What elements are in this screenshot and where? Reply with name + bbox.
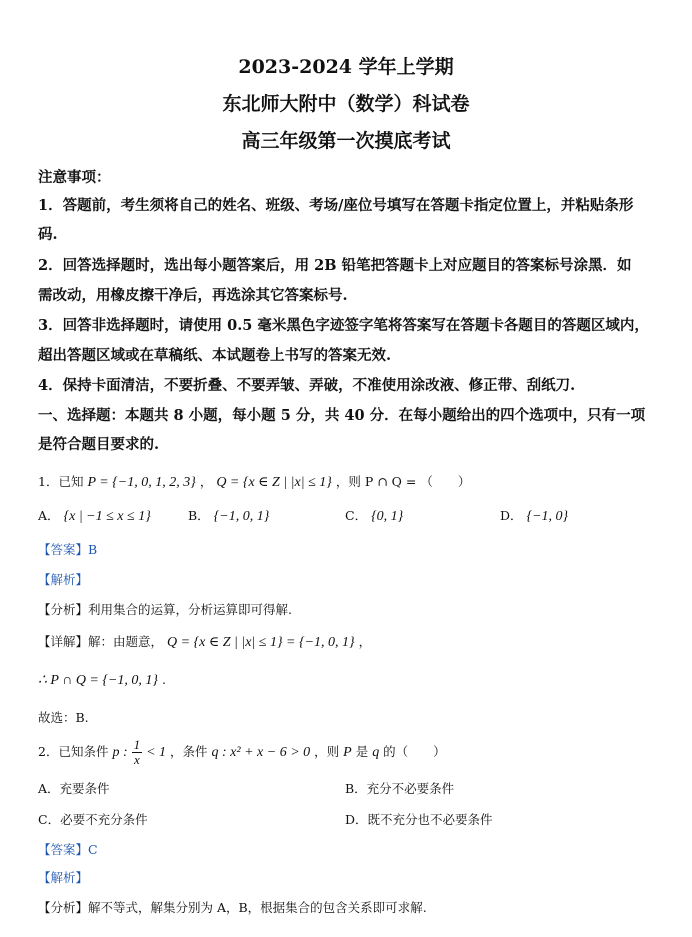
section-heading-line-1: 一、选择题：本题共 8 小题，每小题 5 分，共 40 分．在每小题给出的四个选项中，只有一项 <box>38 407 646 424</box>
option-b-label: B． <box>188 508 210 523</box>
option-d-label: D． <box>500 508 523 523</box>
condition-p-label: p : <box>112 745 128 760</box>
option-c-label: C． <box>345 508 368 523</box>
question-2-option-d: D．既不充分也不必要条件 <box>345 812 493 827</box>
question-1-detail <box>38 632 371 651</box>
question-1-choice: 故选：B. <box>38 710 89 725</box>
notes-heading: 注意事项： <box>38 169 111 186</box>
question-1-answer: 【答案】B <box>38 542 98 557</box>
question-1-analysis: 【分析】利用集合的运算，分析运算即可得解. <box>38 602 292 617</box>
question-1-suffix: ，则 P ∩ Q = （ ） <box>335 474 471 489</box>
therefore-math: ∴ P ∩ Q = {−1, 0, 1} <box>38 673 159 688</box>
question-1-set-p: P = {−1, 0, 1, 2, 3} <box>87 475 196 490</box>
question-1-option-c <box>345 506 403 525</box>
note-1-line-1: 1．答题前，考生须将自己的姓名、班级、考场/座位号填写在答题卡指定位置上，并粘贴条形 <box>38 197 634 214</box>
note-2-line-2: 需改动，用橡皮擦干净后，再选涂其它答案标号. <box>38 287 348 304</box>
therefore-end: . <box>162 672 166 687</box>
question-2-option-a: A．充要条件 <box>38 781 110 796</box>
exam-school-title: 东北师大附中（数学）科试卷 <box>222 93 470 115</box>
question-2-prefix: 2．已知条件 <box>38 744 109 759</box>
question-1-comma: ， <box>199 474 213 489</box>
question-1-prefix: 1．已知 <box>38 474 84 489</box>
question-2-analysis-tag: 【解析】 <box>38 870 89 885</box>
detail-label: 【详解】解：由题意， <box>38 634 164 649</box>
exam-year-title: 2023-2024 学年上学期 <box>238 56 454 78</box>
question-2-suffix-3: 的（ ） <box>383 744 446 759</box>
question-2-p-var: P <box>343 745 352 760</box>
question-2-suffix-2: 是 <box>355 744 369 759</box>
question-2-stem <box>38 738 446 767</box>
fraction-numerator: 1 <box>133 737 141 752</box>
section-heading-line-2: 是符合题目要求的. <box>38 436 160 453</box>
detail-end: ， <box>358 634 372 649</box>
condition-q: q : x² + x − 6 > 0 <box>211 745 311 760</box>
fraction-one-over-x <box>132 738 143 767</box>
fraction-denominator: x <box>133 752 140 767</box>
note-4: 4．保持卡面清洁，不要折叠、不要弄皱、弄破，不准使用涂改液、修正带、刮纸刀. <box>38 377 576 394</box>
note-3-line-2: 超出答题区域或在草稿纸、本试题卷上书写的答案无效. <box>38 347 392 364</box>
condition-p-rest: < 1 <box>146 745 167 760</box>
question-2-q-var: q <box>372 745 380 760</box>
question-1-option-a <box>38 506 151 525</box>
question-2-suffix-1: ，则 <box>314 744 340 759</box>
question-2-option-c: C．必要不充分条件 <box>38 812 148 827</box>
option-b-value: {−1, 0, 1} <box>213 509 270 524</box>
question-2-mid: ，条件 <box>170 744 208 759</box>
option-a-label: A． <box>38 508 60 523</box>
note-2-line-1: 2．回答选择题时，选出每小题答案后，用 2B 铅笔把答题卡上对应题目的答案标号涂黑．如 <box>38 257 632 274</box>
exam-name-title: 高三年级第一次摸底考试 <box>241 130 451 152</box>
option-c-value: {0, 1} <box>371 509 404 524</box>
question-1-therefore <box>38 672 166 689</box>
question-1-set-q: Q = {x ∈ Z | |x| ≤ 1} <box>216 475 332 490</box>
note-3-line-1: 3．回答非选择题时，请使用 0.5 毫米黑色字迹签字笔将答案写在答题卡各题目的答题区域内， <box>38 317 649 334</box>
question-1-stem <box>38 472 470 491</box>
option-a-value: {x | −1 ≤ x ≤ 1} <box>63 509 151 524</box>
question-2-option-b: B．充分不必要条件 <box>345 781 455 796</box>
question-2-answer: 【答案】C <box>38 842 98 857</box>
question-1-analysis-tag: 【解析】 <box>38 572 89 587</box>
note-1-line-2: 码. <box>38 226 58 243</box>
option-d-value: {−1, 0} <box>526 509 569 524</box>
question-2-analysis: 【分析】解不等式，解集分别为 A，B，根据集合的包含关系即可求解. <box>38 900 427 915</box>
detail-math: Q = {x ∈ Z | |x| ≤ 1} = {−1, 0, 1} <box>167 635 355 650</box>
question-1-option-d <box>500 506 568 525</box>
question-1-option-b <box>188 506 269 525</box>
